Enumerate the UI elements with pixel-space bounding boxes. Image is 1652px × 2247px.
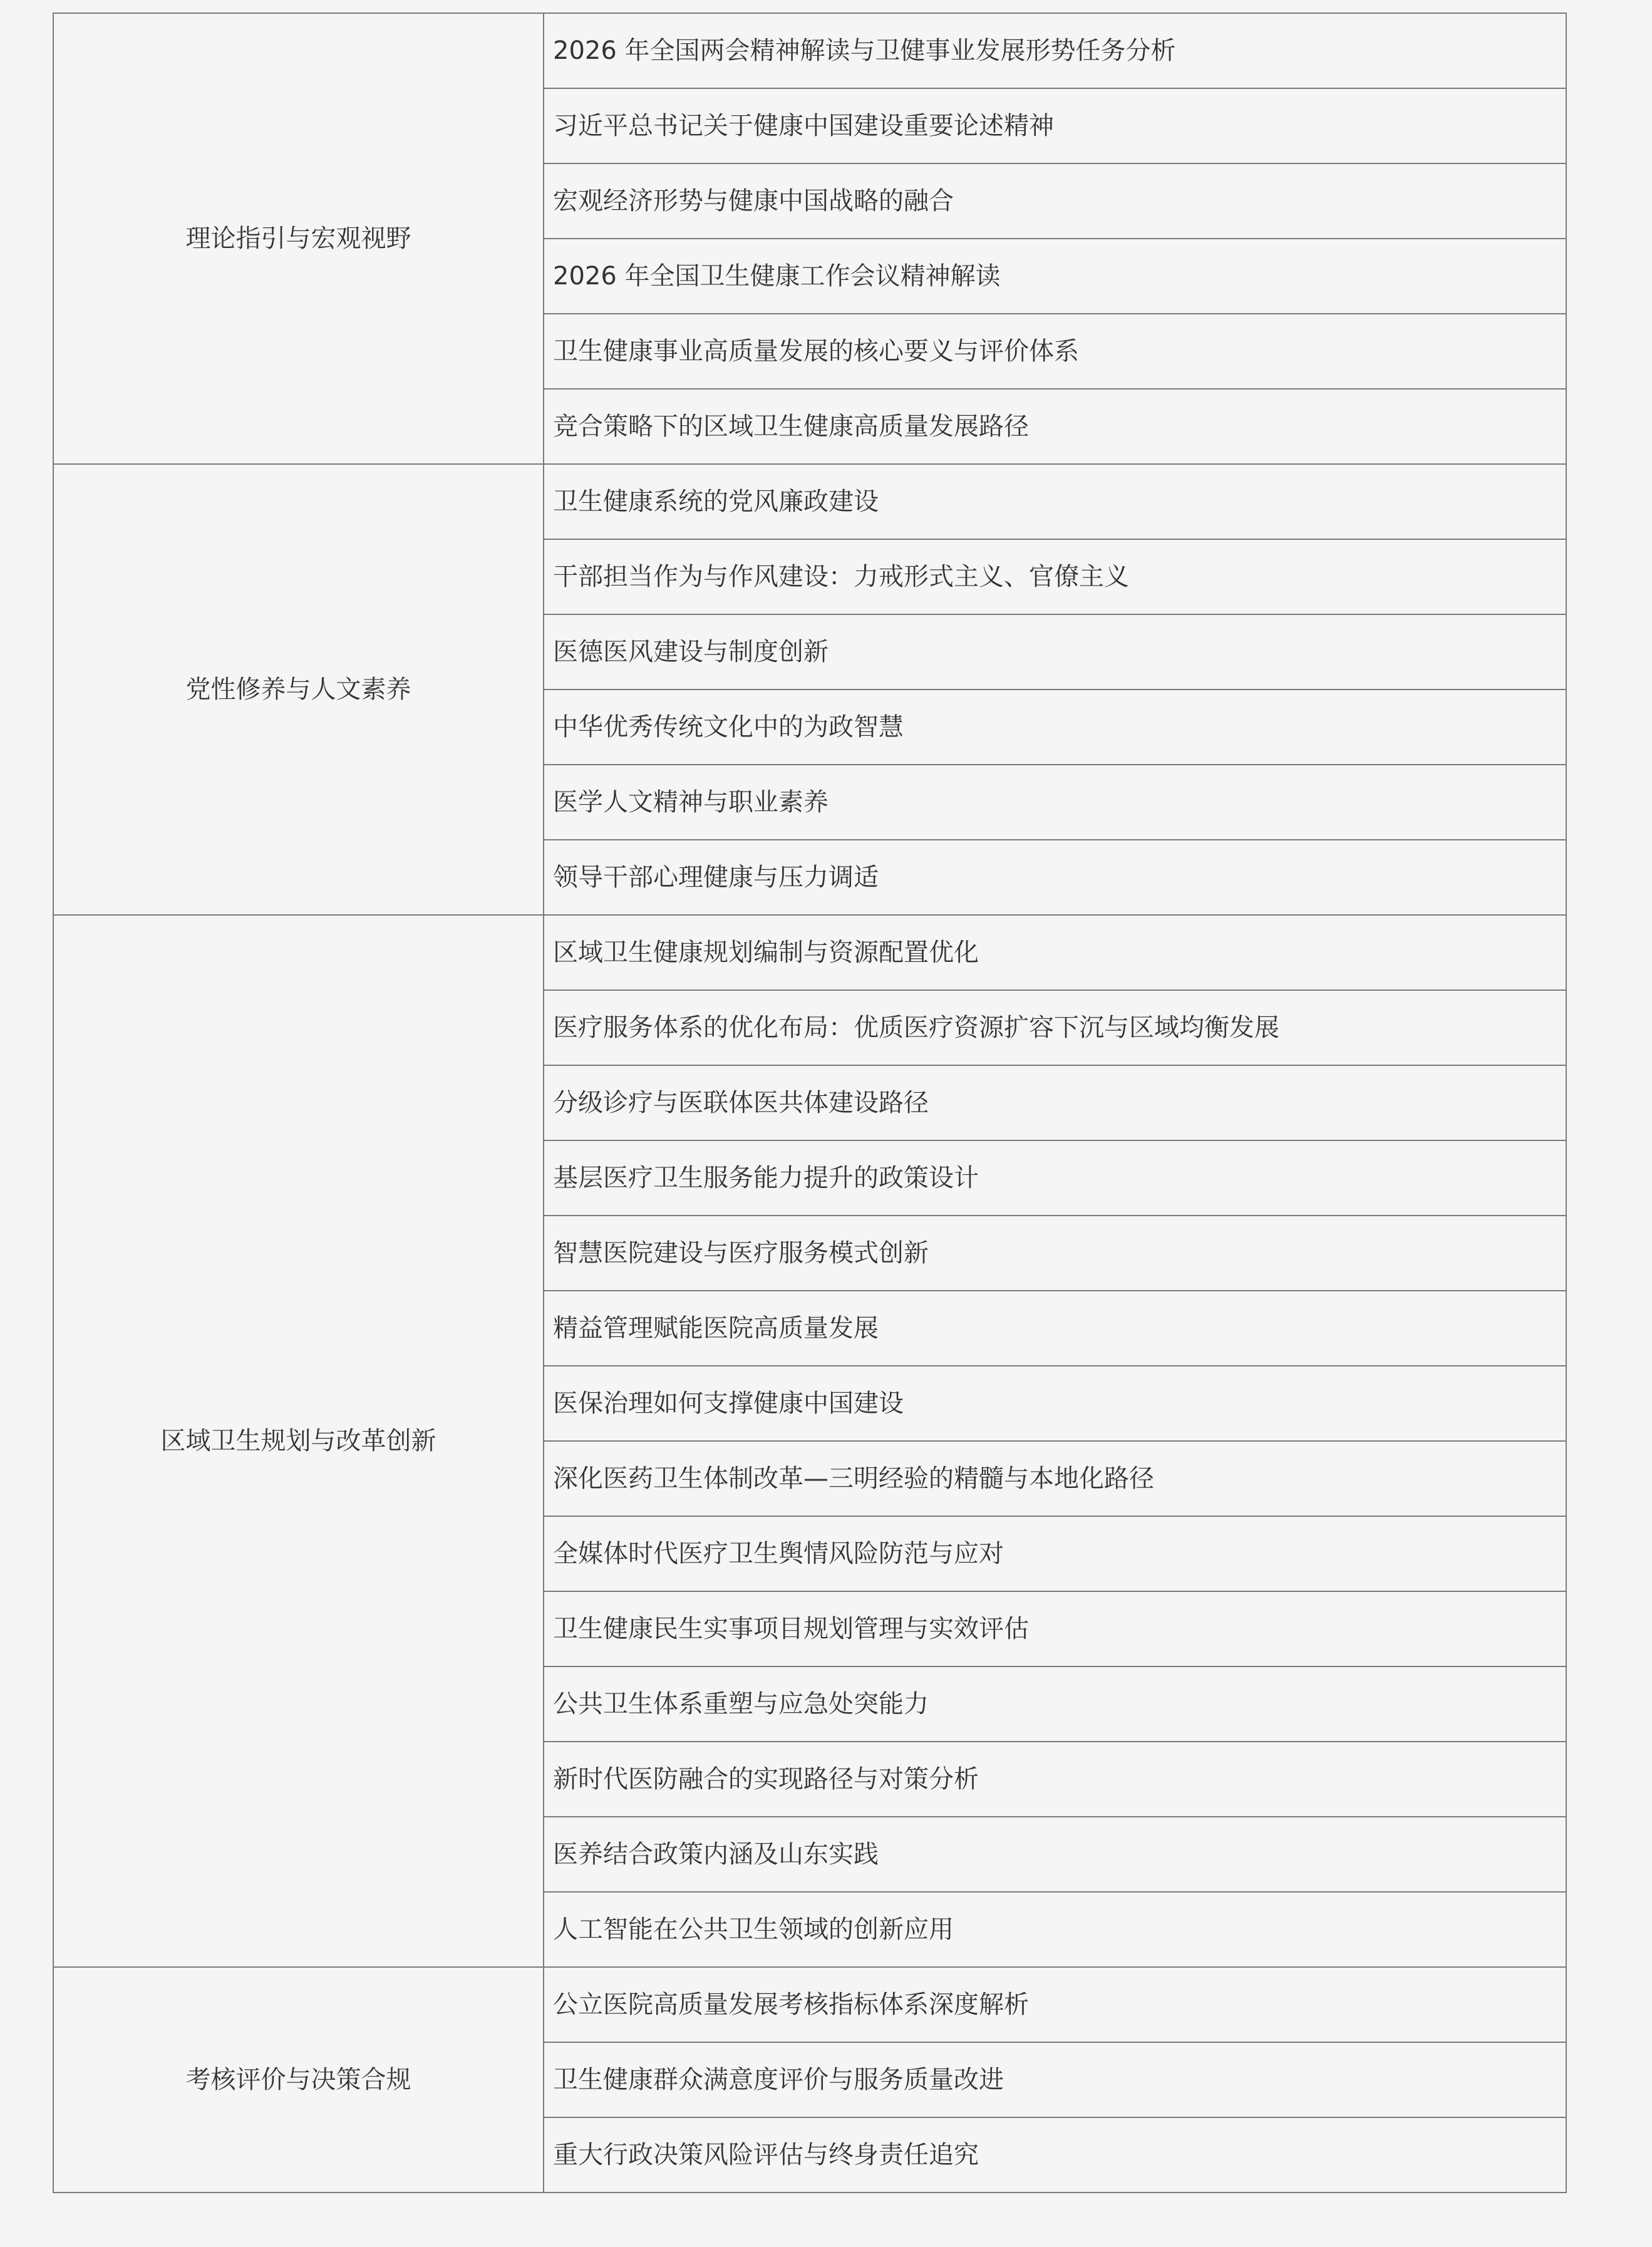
topic-cell: 医疗服务体系的优化布局：优质医疗资源扩容下沉与区域均衡发展 [544,990,1566,1065]
topic-cell: 全媒体时代医疗卫生舆情风险防范与应对 [544,1516,1566,1591]
topic-cell: 人工智能在公共卫生领域的创新应用 [544,1892,1566,1967]
topic-cell: 宏观经济形势与健康中国战略的融合 [544,163,1566,239]
topic-cell: 精益管理赋能医院高质量发展 [544,1291,1566,1366]
topic-cell: 干部担当作为与作风建设：力戒形式主义、官僚主义 [544,539,1566,614]
topic-cell: 医学人文精神与职业素养 [544,765,1566,840]
topic-cell: 基层医疗卫生服务能力提升的政策设计 [544,1140,1566,1216]
topic-cell: 深化医药卫生体制改革—三明经验的精髓与本地化路径 [544,1441,1566,1516]
module-name-cell: 考核评价与决策合规 [53,1967,544,2193]
curriculum-table [53,13,1567,2193]
topic-cell: 习近平总书记关于健康中国建设重要论述精神 [544,88,1566,163]
topic-cell: 中华优秀传统文化中的为政智慧 [544,690,1566,765]
topic-cell: 2026 年全国卫生健康工作会议精神解读 [544,239,1566,314]
topic-cell: 卫生健康民生实事项目规划管理与实效评估 [544,1591,1566,1666]
module-name-cell: 党性修养与人文素养 [53,464,544,915]
table-row [53,464,1566,539]
module-name-cell: 区域卫生规划与改革创新 [53,915,544,1967]
topic-cell: 2026 年全国两会精神解读与卫健事业发展形势任务分析 [544,13,1566,88]
table-row [53,1967,1566,2042]
topic-cell: 区域卫生健康规划编制与资源配置优化 [544,915,1566,990]
topic-cell: 医德医风建设与制度创新 [544,614,1566,690]
topic-cell: 医养结合政策内涵及山东实践 [544,1817,1566,1892]
curriculum-table-body [53,13,1566,2193]
topic-cell: 卫生健康群众满意度评价与服务质量改进 [544,2042,1566,2117]
topic-cell: 智慧医院建设与医疗服务模式创新 [544,1216,1566,1291]
topic-cell: 竞合策略下的区域卫生健康高质量发展路径 [544,389,1566,464]
topic-cell: 公立医院高质量发展考核指标体系深度解析 [544,1967,1566,2042]
topic-cell: 分级诊疗与医联体医共体建设路径 [544,1065,1566,1140]
topic-cell: 公共卫生体系重塑与应急处突能力 [544,1666,1566,1742]
topic-cell: 重大行政决策风险评估与终身责任追究 [544,2117,1566,2193]
topic-cell: 新时代医防融合的实现路径与对策分析 [544,1742,1566,1817]
topic-cell: 卫生健康事业高质量发展的核心要义与评价体系 [544,314,1566,389]
table-row [53,915,1566,990]
topic-cell: 卫生健康系统的党风廉政建设 [544,464,1566,539]
module-name-cell: 理论指引与宏观视野 [53,13,544,464]
topic-cell: 领导干部心理健康与压力调适 [544,840,1566,915]
topic-cell: 医保治理如何支撑健康中国建设 [544,1366,1566,1441]
table-row [53,13,1566,88]
